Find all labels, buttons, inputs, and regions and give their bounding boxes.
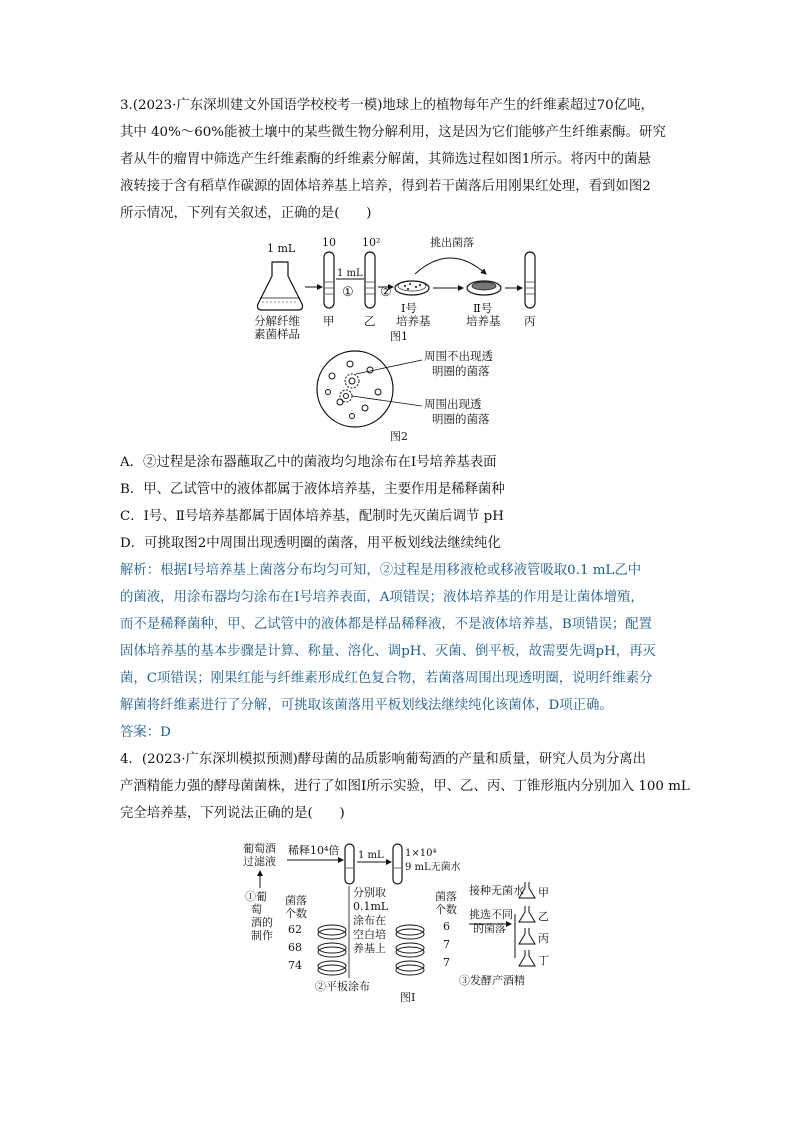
- option-d: D．可挑取图2中周围出现透明圈的菌落，用平板划线法继续纯化: [120, 536, 501, 551]
- option-b: B．甲、乙试管中的液体都属于液体培养基，主要作用是稀释菌种: [120, 482, 505, 497]
- figI-count-right: 7: [443, 956, 450, 969]
- fig1-tube-b-top: 10²: [362, 236, 381, 249]
- q3-line: 所示情况，下列有关叙述，正确的是( ): [120, 206, 372, 221]
- fig1-medium2-b: 培养基: [466, 314, 501, 328]
- q3-line: 液转接于含有稻草作碳源的固体培养基上培养，得到若干菌落后用刚果红处理，看到如图2: [120, 179, 651, 194]
- flask-icon: [258, 262, 303, 310]
- figI-spread-4: 空白培: [353, 928, 386, 941]
- plate-stack-right-icon: [396, 925, 424, 975]
- figI-spread-3: 涂布在: [353, 914, 386, 927]
- figI-flask: 乙: [538, 910, 549, 923]
- analysis-line: 菌，C项错误；刚果红能与纤维素形成红色复合物，若菌落周围出现透明圈，说明纤维素分: [120, 671, 653, 686]
- figI-spread-5: 养基上: [353, 942, 386, 955]
- petri-dish-icon: [317, 351, 393, 427]
- analysis-line: 解析：根据Ⅰ号培养基上菌落分布均匀可知，②过程是用移液枪或移液管吸取0.1 mL乙中: [120, 563, 642, 578]
- fig2-label-bottom-1: 周围出现透: [424, 397, 482, 411]
- figI-flask: 甲: [538, 886, 549, 899]
- fig1-pick: 挑出菌落: [430, 236, 474, 249]
- figI-step1-1: ①葡: [245, 890, 267, 903]
- answer: 答案：D: [120, 725, 171, 740]
- figI-step1-4: 制作: [251, 929, 273, 942]
- analysis-line: 固体培养基的基本步骤是计算、称量、溶化、调pH、灭菌、倒平板，故需要先调pH，再灭: [120, 644, 656, 659]
- fig2-label-top-1: 周围不出现透: [424, 349, 493, 363]
- figI-count-left: 68: [288, 941, 302, 954]
- q3-line: 3.(2023·广东深圳建文外国语学校校考一模)地球上的植物每年产生的纤维素超过70亿吨，: [120, 98, 654, 113]
- figI-count-label-1: 菌落: [285, 894, 307, 907]
- tube-icon: [345, 844, 354, 884]
- q4-line: 完全培养基，下列说法正确的是( ): [120, 806, 345, 821]
- figI-step2: ②平板涂布: [315, 980, 370, 993]
- figI-count-label-2: 个数: [285, 907, 307, 920]
- fig1-medium1-a: Ⅰ号: [401, 301, 418, 315]
- figI-wine-2: 过滤液: [243, 855, 276, 868]
- figI-tube-note: 1×10⁴: [405, 848, 437, 859]
- figI-count-right: 7: [443, 938, 450, 951]
- figI-count-left: 62: [288, 923, 302, 936]
- fig1-vol1: 1 mL: [267, 242, 296, 255]
- tube-b-icon: [365, 252, 375, 308]
- figI-inoculate: 接种无菌水: [469, 884, 524, 897]
- q3-line: 其中 40%～60%能被土壤中的某些微生物分解利用，这是因为它们能够产生纤维素酶。研究: [120, 125, 666, 140]
- figure-I: [225, 838, 565, 1003]
- fig2-caption: 图2: [390, 430, 408, 443]
- fig1-medium2-a: Ⅱ号: [473, 301, 493, 315]
- fig1-tube-a: 甲: [323, 314, 335, 328]
- q4-line: 产酒精能力强的酵母菌菌株，进行了如图Ⅰ所示实验，甲、乙、丙、丁锥形瓶内分别加入 100 mL: [120, 779, 690, 794]
- analysis-line: 的菌液，用涂布器均匀涂布在Ⅰ号培养表面，A项错误；液体培养基的作用是让菌体增殖，: [120, 590, 644, 605]
- figI-dilute: 稀释10⁴倍: [288, 844, 340, 857]
- plate-i-icon: [395, 281, 429, 295]
- figI-flask: 丙: [538, 932, 549, 945]
- figI-flask: 丁: [538, 954, 549, 967]
- flask-icon: [519, 882, 535, 966]
- figI-water: 9 mL无菌水: [405, 862, 461, 873]
- figI-pick-2: 的菌落: [473, 922, 506, 935]
- figI-count-left: 74: [288, 959, 302, 972]
- option-a: A．②过程是涂布器蘸取乙中的菌液均匀地涂布在Ⅰ号培养基表面: [120, 455, 497, 470]
- option-c: C．Ⅰ号、Ⅱ号培养基都属于固体培养基，配制时先灭菌后调节 pH: [120, 509, 504, 524]
- fig1-tube-a-top: 10: [322, 236, 336, 249]
- fig2-label-bottom-2: 明圈的菌落: [432, 412, 490, 426]
- figI-caption: 图Ⅰ: [400, 991, 416, 1003]
- figI-count-right: 6: [443, 920, 450, 933]
- figI-count-label-r1: 菌落: [435, 890, 457, 903]
- fig1-tube-c: 丙: [524, 314, 536, 328]
- figI-pick-1: 挑选不同: [469, 908, 513, 921]
- fig1-medium1-b: 培养基: [396, 314, 431, 328]
- fig1-flask-label-2: 素菌样品: [254, 327, 300, 341]
- q3-line: 者从牛的瘤胃中筛选产生纤维素酶的纤维素分解菌，其筛选过程如图1所示。将丙中的菌悬: [120, 152, 651, 167]
- fig1-tube-b: 乙: [364, 314, 376, 328]
- fig1-step1: ①: [342, 285, 354, 300]
- figI-wine-1: 葡萄酒: [243, 842, 276, 855]
- plate-stack-left-icon: [318, 925, 346, 975]
- analysis-line: 解菌将纤维素进行了分解，可挑取该菌落用平板划线法继续纯化该菌体，D项正确。: [120, 698, 613, 713]
- figure-2: [310, 344, 510, 444]
- figI-vol: 1 mL: [358, 850, 384, 861]
- tube-c-icon: [525, 252, 535, 308]
- fig1-arrow-label: 1 mL: [337, 268, 363, 279]
- tube-icon: [393, 844, 402, 884]
- figure-1: [250, 232, 550, 342]
- figI-spread-2: 0.1mL: [353, 900, 389, 913]
- plate-ii-icon: [467, 281, 501, 295]
- tube-a-icon: [324, 252, 334, 308]
- fig1-caption: 图1: [390, 330, 408, 342]
- fig1-step2: ②: [380, 285, 392, 300]
- figI-count-label-r2: 个数: [435, 903, 457, 916]
- q4-line: 4．(2023·广东深圳模拟预测)酵母菌的品质影响葡萄酒的产量和质量，研究人员为分离出: [120, 752, 646, 767]
- fig2-label-top-2: 明圈的菌落: [432, 364, 490, 378]
- figI-step3: ③发酵产酒精: [459, 974, 525, 987]
- figI-spread-1: 分别取: [353, 886, 386, 899]
- figI-step1-3: 酒的: [251, 916, 273, 929]
- figI-step1-2: 萄: [251, 903, 262, 916]
- analysis-line: 而不是稀释菌种，甲、乙试管中的液体都是样品稀释液，不是液体培养基，B项错误；配置: [120, 617, 653, 632]
- fig1-flask-label-1: 分解纤维: [254, 314, 300, 328]
